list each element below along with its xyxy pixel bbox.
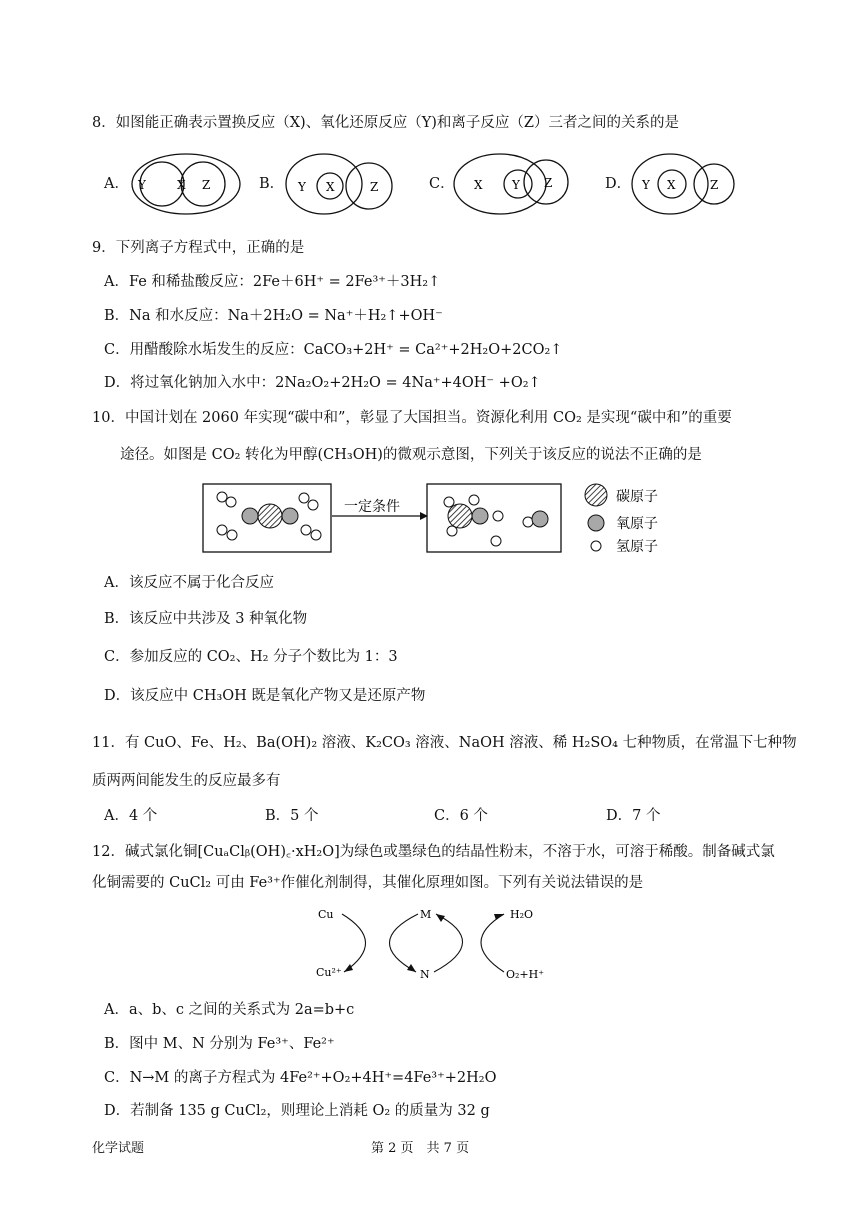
legend-carbon: 碳原子 <box>616 489 658 505</box>
footer-page-number: 第 2 页 共 7 页 <box>371 1141 470 1156</box>
q12-stem-line2: 化铜需要的 CuCl₂ 可由 Fe³⁺作催化剂制得，其催化原理如图。下列有关说法错误的是 <box>92 875 644 891</box>
legend-oxygen: 氧原子 <box>616 516 658 532</box>
q9-option-d: D．将过氧化钠加入水中：2Na₂O₂+2H₂O = 4Na⁺+4OH⁻ +O₂↑ <box>104 375 541 391</box>
q8-option-c-letter: C． <box>429 176 455 192</box>
cycle-o2-h: O₂+H⁺ <box>506 968 545 981</box>
q9-option-b: B．Na 和水反应：Na＋2H₂O = Na⁺＋H₂↑+OH⁻ <box>104 308 443 324</box>
q10-stem-line1: 10．中国计划在 2060 年实现“碳中和”，彰显了大国担当。资源化利用 CO₂ 是实现“碳中和”的重要 <box>92 410 732 426</box>
q8-c-y-label: Y <box>512 178 520 192</box>
q9-option-a: A．Fe 和稀盐酸反应：2Fe＋6H⁺ = 2Fe³⁺＋3H₂↑ <box>104 274 441 290</box>
cycle-m: M <box>420 908 432 921</box>
q8-d-z-label: Z <box>710 178 719 192</box>
cycle-cu: Cu <box>318 908 334 921</box>
q10-option-a: A．该反应不属于化合反应 <box>104 575 274 591</box>
legend-hydrogen: 氢原子 <box>616 539 658 555</box>
q11-option-b: B．5 个 <box>265 808 319 824</box>
q8-a-y-label: Y <box>138 178 146 192</box>
cycle-n: N <box>420 968 430 981</box>
q8-option-d-venn <box>630 150 740 216</box>
q11-stem-line1: 11．有 CuO、Fe、H₂、Ba(OH)₂ 溶液、K₂CO₃ 溶液、NaOH 溶液、稀 H₂SO₄ 七种物质，在常温下七种物 <box>92 735 797 751</box>
q8-option-a-letter: A． <box>104 176 129 192</box>
q10-stem-line2: 途径。如图是 CO₂ 转化为甲醇(CH₃OH)的微观示意图，下列关于该反应的说法不正确的是 <box>120 447 702 463</box>
q10-option-b: B．该反应中共涉及 3 种氧化物 <box>104 611 308 627</box>
footer-subject: 化学试题 <box>92 1141 145 1156</box>
q12-option-c: C．N→M 的离子方程式为 4Fe²⁺+O₂+4H⁺=4Fe³⁺+2H₂O <box>104 1070 497 1086</box>
q8-option-c-venn <box>452 150 572 216</box>
q8-b-z-label: Z <box>370 180 379 194</box>
q8-a-z-label: Z <box>202 178 211 192</box>
q11-option-c: C．6 个 <box>434 808 488 824</box>
q12-stem-line1: 12．碱式氯化铜[CuₐClᵦ(OH)꜀·xH₂O]为绿色或墨绿色的结晶性粉末，不溶于水，可溶于稀酸。制备碱式氯 <box>92 844 775 860</box>
q11-stem-line2: 质两两间能发生的反应最多有 <box>92 773 281 789</box>
q10-option-d: D．该反应中 CH₃OH 既是氧化产物又是还原产物 <box>104 688 426 704</box>
q10-molecule-diagram <box>200 478 670 558</box>
q8-b-x-label: X <box>326 180 335 194</box>
cycle-h2o: H₂O <box>510 908 534 921</box>
q12-catalysis-cycle <box>310 900 570 986</box>
q8-c-z-label: Z <box>544 176 553 190</box>
q8-option-b-letter: B． <box>259 176 285 192</box>
q8-option-b-venn <box>284 150 396 216</box>
arrow-condition-label: 一定条件 <box>344 499 400 515</box>
q8-d-x-label: X <box>667 178 676 192</box>
q11-option-d: D．7 个 <box>606 808 661 824</box>
q11-option-a: A．4 个 <box>104 808 158 824</box>
q8-option-a-venn <box>128 150 248 216</box>
q10-option-c: C．参加反应的 CO₂、H₂ 分子个数比为 1：3 <box>104 649 398 665</box>
q8-c-x-label: X <box>474 178 483 192</box>
q9-option-c: C．用醋酸除水垢发生的反应：CaCO₃+2H⁺ = Ca²⁺+2H₂O+2CO₂↑ <box>104 342 563 358</box>
q12-option-a: A．a、b、c 之间的关系式为 2a=b+c <box>104 1002 355 1018</box>
q8-stem: 8．如图能正确表示置换反应（X)、氧化还原反应（Y)和离子反应（Z）三者之间的关系的是 <box>92 115 680 131</box>
q8-d-y-label: Y <box>642 178 650 192</box>
q12-option-d: D．若制备 135 g CuCl₂，则理论上消耗 O₂ 的质量为 32 g <box>104 1103 490 1119</box>
q12-option-b: B．图中 M、N 分别为 Fe³⁺、Fe²⁺ <box>104 1036 335 1052</box>
cycle-cu2plus: Cu²⁺ <box>316 966 342 979</box>
q8-option-d-letter: D． <box>605 176 632 192</box>
q8-a-x-label: X <box>177 178 186 192</box>
q8-b-y-label: Y <box>298 180 306 194</box>
q9-stem: 9．下列离子方程式中，正确的是 <box>92 240 305 256</box>
